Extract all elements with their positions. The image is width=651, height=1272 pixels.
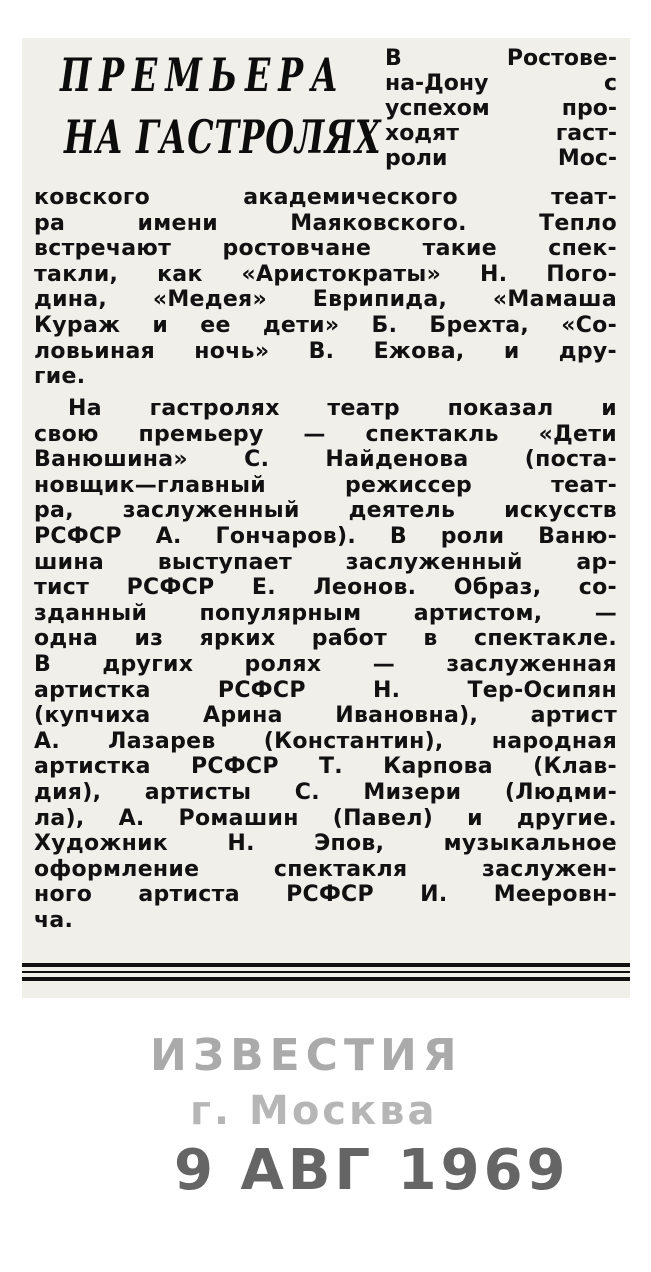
text-line: На гастролях театр показал и bbox=[68, 396, 617, 421]
text-line: ча. bbox=[34, 907, 74, 933]
text-line: оформление спектакля заслужен- bbox=[34, 856, 617, 882]
text-line: ходят гаст- bbox=[385, 121, 617, 146]
newspaper-date-stamp bbox=[150, 1030, 570, 1220]
divider-rule bbox=[22, 971, 630, 973]
text-line: на-Дону с bbox=[385, 71, 617, 96]
text-line: ного артиста РСФСР И. Мееровн- bbox=[34, 882, 617, 908]
text-line: ловьиная ночь» В. Ежова, и дру- bbox=[34, 338, 617, 364]
article-intro bbox=[385, 46, 617, 171]
text-line: В Ростове- bbox=[385, 46, 617, 71]
headline-line-1: ПРЕМЬЕРА bbox=[60, 48, 346, 102]
text-line: свою премьеру — спектакль «Дети bbox=[34, 421, 617, 447]
article-paragraph-1 bbox=[34, 185, 617, 390]
text-line: ра, заслуженный деятель искусств bbox=[34, 498, 617, 524]
headline bbox=[34, 44, 386, 172]
text-line: тист РСФСР Е. Леонов. Образ, со- bbox=[34, 575, 617, 601]
text-line: Художник Н. Эпов, музыкальное bbox=[34, 831, 617, 857]
text-line: успехом про- bbox=[385, 96, 617, 121]
text-line: А. Лазарев (Константин), народная bbox=[34, 728, 617, 754]
text-line: такли, как «Аристократы» Н. Пого- bbox=[34, 261, 617, 287]
stamp-newspaper-name: ИЗВЕСТИЯ bbox=[150, 1030, 463, 1081]
text-line: зданный популярным артистом, — bbox=[34, 600, 617, 626]
divider-rule bbox=[22, 963, 630, 967]
divider-rule bbox=[22, 977, 630, 981]
text-line: ла), А. Ромашин (Павел) и другие. bbox=[34, 805, 617, 831]
text-line: (купчиха Арина Ивановна), артист bbox=[34, 703, 617, 729]
text-line: новщик—главный режиссер теат- bbox=[34, 472, 617, 498]
text-line: одна из ярких работ в спектакле. bbox=[34, 626, 617, 652]
text-line: ковского академического теат- bbox=[34, 185, 617, 210]
headline-line-2: НА ГАСТРОЛЯХ bbox=[64, 110, 382, 164]
text-line: Кураж и ее дети» Б. Брехта, «Со- bbox=[34, 312, 617, 338]
stamp-date: 9 АВГ 1969 bbox=[174, 1138, 570, 1203]
text-line: дина, «Медея» Еврипида, «Мамаша bbox=[34, 287, 617, 313]
text-line: РСФСР А. Гончаров). В роли Ваню- bbox=[34, 523, 617, 549]
text-line: ра имени Маяковского. Тепло bbox=[34, 210, 617, 236]
article-paragraph-2 bbox=[34, 396, 617, 933]
text-line: артистка РСФСР Н. Тер-Осипян bbox=[34, 677, 617, 703]
text-line: В других ролях — заслуженная bbox=[34, 651, 617, 677]
text-line: шина выступает заслуженный ар- bbox=[34, 549, 617, 575]
text-line: встречают ростовчане такие спек- bbox=[34, 236, 617, 262]
stamp-city: г. Москва bbox=[190, 1088, 438, 1134]
text-line: Ванюшина» С. Найденова (поста- bbox=[34, 447, 617, 473]
text-line: артистка РСФСР Т. Карпова (Клав- bbox=[34, 754, 617, 780]
text-line: роли Мос- bbox=[385, 146, 617, 171]
text-line: дия), артисты С. Мизери (Людми- bbox=[34, 779, 617, 805]
text-line: гие. bbox=[34, 364, 86, 390]
